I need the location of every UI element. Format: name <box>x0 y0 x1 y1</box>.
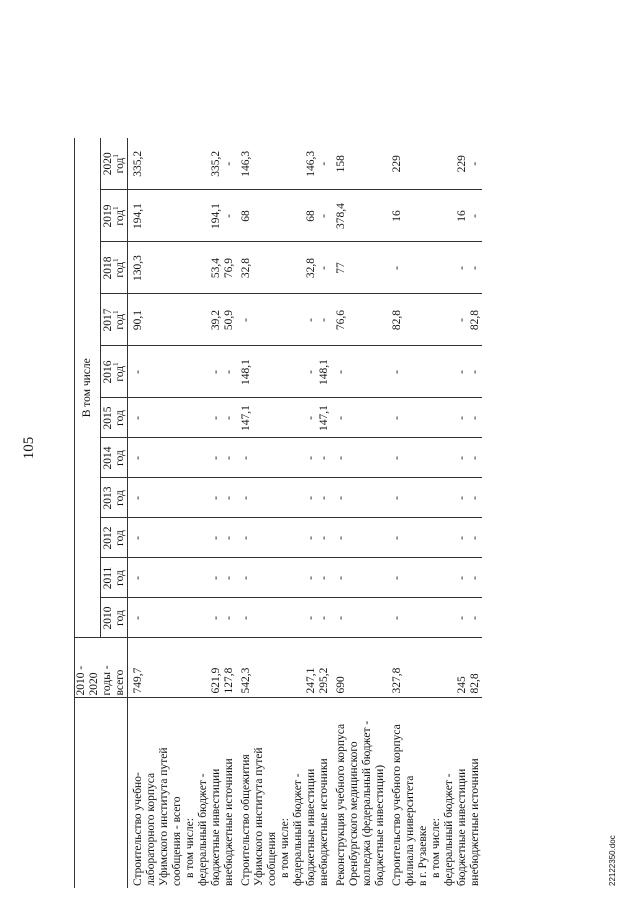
table-row <box>318 138 331 888</box>
header-year-unit <box>114 521 126 556</box>
cell-2017: - <box>236 294 279 346</box>
cell-2014: - <box>331 438 387 478</box>
cell-2016: - <box>430 346 469 398</box>
header-year-unit <box>114 140 126 188</box>
header-year-2019 <box>101 190 128 242</box>
row-label-line: внебюджетные источники <box>469 758 481 886</box>
cell-2019: 16 <box>430 190 469 242</box>
row-total: 127,8 <box>223 638 236 698</box>
header-year-number: 2016 <box>102 360 114 384</box>
cell-2016: 148,1 <box>236 346 279 398</box>
row-label <box>223 698 236 888</box>
table-row <box>279 138 318 888</box>
cell-2017: - <box>430 294 469 346</box>
header-year-unit-text: год <box>114 530 126 546</box>
cell-2019: 16 <box>387 190 430 242</box>
cell-2010: - <box>331 598 387 638</box>
row-label-line: Реконструкция учебного корпуса <box>335 723 347 886</box>
cell-2010: - <box>236 598 279 638</box>
row-label <box>318 698 331 888</box>
header-total-line2: годы - всего <box>101 665 126 696</box>
header-year-unit-text: год <box>114 313 126 330</box>
cell-2013: - <box>184 478 223 518</box>
cell-2011: - <box>331 558 387 598</box>
cell-2011: - <box>223 558 236 598</box>
header-year-2014 <box>101 438 128 478</box>
cell-2012: - <box>128 518 185 558</box>
cell-2013: - <box>430 478 469 518</box>
cell-2016: - <box>128 346 185 398</box>
cell-2013: - <box>331 478 387 518</box>
header-year-unit-text: год <box>114 157 126 174</box>
cell-2015: - <box>279 398 318 438</box>
cell-2011: - <box>236 558 279 598</box>
cell-2020: - <box>223 138 236 190</box>
cell-2016: 148,1 <box>318 346 331 398</box>
row-label-line: Уфимского института путей <box>253 747 265 886</box>
cell-2010: - <box>279 598 318 638</box>
cell-2018: 76,9 <box>223 242 236 294</box>
cell-2012: - <box>387 518 430 558</box>
cell-2012: - <box>331 518 387 558</box>
cell-2014: - <box>236 438 279 478</box>
row-label <box>469 698 482 888</box>
header-year-unit <box>114 601 126 636</box>
cell-2015: - <box>223 398 236 438</box>
cell-2019: 194,1 <box>128 190 185 242</box>
cell-2010: - <box>184 598 223 638</box>
cell-2018: 77 <box>331 242 387 294</box>
header-year-unit-text: год <box>114 365 126 382</box>
row-label-line: филиала университета <box>404 775 416 886</box>
row-total: 690 <box>331 638 387 698</box>
cell-2013: - <box>318 478 331 518</box>
header-year-number: 2020 <box>102 152 114 176</box>
document-code: 22122350.doc <box>608 835 617 886</box>
header-year-unit <box>114 401 126 436</box>
header-year-2015 <box>101 398 128 438</box>
header-year-number: 2012 <box>102 526 114 550</box>
cell-2012: - <box>236 518 279 558</box>
table-row <box>184 138 223 888</box>
cell-2013: - <box>223 478 236 518</box>
header-year-unit <box>114 561 126 596</box>
row-label <box>430 698 469 888</box>
cell-2010: - <box>469 598 482 638</box>
row-total: 245 <box>430 638 469 698</box>
page-number: 105 <box>21 436 37 460</box>
header-year-unit-text: год <box>114 450 126 466</box>
cell-2015: - <box>469 398 482 438</box>
cell-2019: - <box>469 190 482 242</box>
footnote-mark: 1 <box>112 258 121 262</box>
cell-2014: - <box>223 438 236 478</box>
cell-2014: - <box>469 438 482 478</box>
cell-2012: - <box>279 518 318 558</box>
cell-2010: - <box>128 598 185 638</box>
cell-2016: - <box>469 346 482 398</box>
cell-2017: 39,2 <box>184 294 223 346</box>
row-label-line: Уфимского института путей <box>158 747 170 886</box>
cell-2019: 194,1 <box>184 190 223 242</box>
header-year-number: 2013 <box>102 486 114 510</box>
cell-2020: - <box>318 138 331 190</box>
table-row <box>236 138 279 888</box>
row-label-line: сообщения <box>266 831 278 886</box>
cell-2012: - <box>223 518 236 558</box>
cell-2011: - <box>279 558 318 598</box>
row-label-line: бюджетные инвестиции) <box>374 764 386 886</box>
cell-2020: 335,2 <box>128 138 185 190</box>
row-label <box>128 698 185 888</box>
cell-2016: - <box>223 346 236 398</box>
header-year-unit <box>114 441 126 476</box>
row-total: 247,1 <box>279 638 318 698</box>
cell-2019: 68 <box>279 190 318 242</box>
row-label-line: в том числе: <box>279 818 291 878</box>
cell-2018: - <box>318 242 331 294</box>
cell-2011: - <box>318 558 331 598</box>
cell-2012: - <box>430 518 469 558</box>
row-total: 542,3 <box>236 638 279 698</box>
cell-2018: - <box>387 242 430 294</box>
cell-2013: - <box>236 478 279 518</box>
header-year-number: 2011 <box>102 566 114 590</box>
cell-2019: - <box>223 190 236 242</box>
header-year-number: 2018 <box>102 256 114 280</box>
row-label-line: колледжа (федеральный бюджет - <box>361 720 373 886</box>
cell-2010: - <box>387 598 430 638</box>
cell-2020: 158 <box>331 138 387 190</box>
cell-2015: 147,1 <box>318 398 331 438</box>
row-label-line: бюджетные инвестиции <box>210 768 222 886</box>
cell-2015: - <box>331 398 387 438</box>
cell-2013: - <box>279 478 318 518</box>
cell-2020: 335,2 <box>184 138 223 190</box>
cell-2012: - <box>184 518 223 558</box>
header-row-top <box>75 138 101 888</box>
row-label-line: в том числе: <box>184 818 196 878</box>
cell-2010: - <box>318 598 331 638</box>
footnote-mark: 1 <box>112 362 121 366</box>
cell-2015: 147,1 <box>236 398 279 438</box>
cell-2018: - <box>469 242 482 294</box>
table-row <box>387 138 430 888</box>
cell-2017: 82,8 <box>469 294 482 346</box>
row-total: 82,8 <box>469 638 482 698</box>
header-year-unit-text: год <box>114 570 126 586</box>
cell-2016: - <box>279 346 318 398</box>
footnote-mark: 1 <box>112 310 121 314</box>
header-year-unit <box>114 481 126 516</box>
cell-2010: - <box>430 598 469 638</box>
cell-2012: - <box>318 518 331 558</box>
cell-2018: 32,8 <box>279 242 318 294</box>
header-year-unit-text: год <box>114 261 126 278</box>
header-year-2012 <box>101 518 128 558</box>
row-total: 621,9 <box>184 638 223 698</box>
row-total: 749,7 <box>128 638 185 698</box>
header-year-unit-text: год <box>114 209 126 226</box>
header-total-line1: 2010 - 2020 <box>75 665 100 696</box>
cell-2011: - <box>184 558 223 598</box>
cell-2014: - <box>128 438 185 478</box>
row-label-line: федеральный бюджет - <box>197 773 209 886</box>
row-label <box>387 698 430 888</box>
cell-2016: - <box>387 346 430 398</box>
header-year-number: 2019 <box>102 204 114 228</box>
row-label-line: Строительство общежития <box>240 754 252 886</box>
cell-2015: - <box>128 398 185 438</box>
cell-2017: 50,9 <box>223 294 236 346</box>
cell-2015: - <box>430 398 469 438</box>
footnote-mark: 1 <box>112 154 121 158</box>
footnote-mark: 1 <box>112 206 121 210</box>
cell-2014: - <box>184 438 223 478</box>
cell-2011: - <box>469 558 482 598</box>
header-year-2011 <box>101 558 128 598</box>
cell-2017: 82,8 <box>387 294 430 346</box>
row-label-line: лабораторного корпуса <box>145 772 157 886</box>
header-year-2020 <box>101 138 128 190</box>
cell-2017: 90,1 <box>128 294 185 346</box>
cell-2017: - <box>318 294 331 346</box>
table-row <box>223 138 236 888</box>
cell-2019: - <box>318 190 331 242</box>
cell-2014: - <box>387 438 430 478</box>
cell-2011: - <box>387 558 430 598</box>
header-year-unit-text: год <box>114 490 126 506</box>
row-label-line: в том числе: <box>430 818 442 878</box>
row-label-line: Оренбургского медицинского <box>348 741 360 886</box>
row-label-line: бюджетные инвестиции <box>456 768 468 886</box>
cell-2015: - <box>387 398 430 438</box>
cell-2017: - <box>279 294 318 346</box>
row-label-line: федеральный бюджет - <box>443 773 455 886</box>
cell-2015: - <box>184 398 223 438</box>
row-label <box>184 698 223 888</box>
cell-2020: 146,3 <box>279 138 318 190</box>
header-year-unit <box>114 349 126 396</box>
header-year-2017 <box>101 294 128 346</box>
header-year-number: 2015 <box>102 406 114 430</box>
header-year-unit <box>114 193 126 240</box>
cell-2019: 378,4 <box>331 190 387 242</box>
header-year-unit <box>114 245 126 292</box>
header-year-unit <box>114 297 126 344</box>
table-row <box>128 138 185 888</box>
row-label-line: в г. Рузаевке <box>417 825 429 886</box>
row-label-line: федеральный бюджет - <box>292 773 304 886</box>
cell-2013: - <box>387 478 430 518</box>
cell-2012: - <box>469 518 482 558</box>
cell-2018: 32,8 <box>236 242 279 294</box>
budget-table <box>74 138 482 888</box>
row-label <box>331 698 387 888</box>
row-label-line: внебюджетные источники <box>223 758 235 886</box>
header-year-2013 <box>101 478 128 518</box>
cell-2018: - <box>430 242 469 294</box>
header-blank <box>75 698 128 888</box>
cell-2016: - <box>331 346 387 398</box>
cell-2010: - <box>223 598 236 638</box>
rotated-page <box>20 28 620 888</box>
table-row <box>469 138 482 888</box>
cell-2013: - <box>469 478 482 518</box>
header-total <box>75 638 128 698</box>
row-label-line: Строительство учебного корпуса <box>391 724 403 886</box>
cell-2018: 130,3 <box>128 242 185 294</box>
cell-2011: - <box>430 558 469 598</box>
cell-2019: 68 <box>236 190 279 242</box>
row-label-line: сообщения - всего <box>171 796 183 886</box>
cell-2020: 229 <box>387 138 430 190</box>
cell-2013: - <box>128 478 185 518</box>
row-total: 327,8 <box>387 638 430 698</box>
header-year-2018 <box>101 242 128 294</box>
cell-2020: 229 <box>430 138 469 190</box>
header-year-number: 2010 <box>102 606 114 630</box>
cell-2011: - <box>128 558 185 598</box>
header-year-number: 2017 <box>102 308 114 332</box>
header-year-unit-text: год <box>114 610 126 626</box>
cell-2020: 146,3 <box>236 138 279 190</box>
header-year-unit-text: год <box>114 410 126 426</box>
table-row <box>430 138 469 888</box>
cell-2018: 53,4 <box>184 242 223 294</box>
row-label <box>236 698 279 888</box>
header-in-that-number: В том числе <box>75 138 101 638</box>
cell-2014: - <box>430 438 469 478</box>
cell-2016: - <box>184 346 223 398</box>
cell-2017: 76,6 <box>331 294 387 346</box>
header-year-number: 2014 <box>102 446 114 470</box>
row-label <box>279 698 318 888</box>
header-year-2016 <box>101 346 128 398</box>
cell-2014: - <box>279 438 318 478</box>
row-label-line: Строительство учебно- <box>132 772 144 886</box>
row-label-line: внебюджетные источники <box>318 758 330 886</box>
row-total: 295,2 <box>318 638 331 698</box>
header-year-2010 <box>101 598 128 638</box>
row-label-line: бюджетные инвестиции <box>305 768 317 886</box>
cell-2014: - <box>318 438 331 478</box>
cell-2020: - <box>469 138 482 190</box>
table-row <box>331 138 387 888</box>
